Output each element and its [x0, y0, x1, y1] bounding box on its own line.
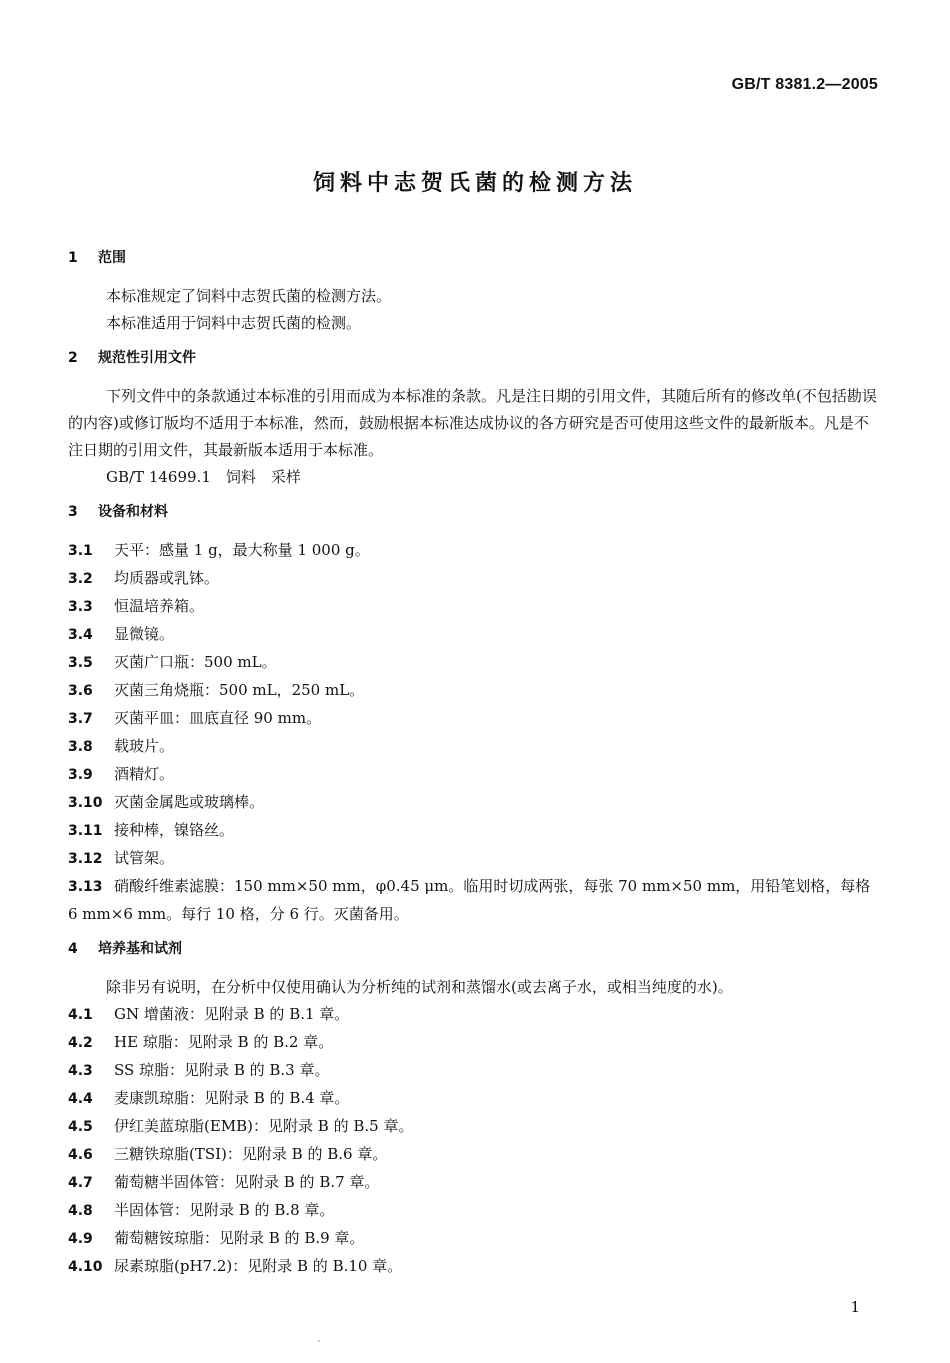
- list-item: [68, 677, 880, 705]
- item-number: 3.6: [68, 683, 93, 699]
- section-heading: [68, 345, 880, 372]
- section-heading: [68, 936, 880, 963]
- item-number: 3.7: [68, 711, 93, 727]
- item-number: 4.10: [68, 1259, 103, 1275]
- item-text: 葡萄糖铵琼脂：见附录 B 的 B.9 章。: [114, 1229, 365, 1247]
- item-number: 3.8: [68, 739, 93, 755]
- item-number: 4.2: [68, 1035, 93, 1051]
- section-heading: [68, 499, 880, 526]
- page-number: 1: [850, 1298, 860, 1316]
- item-number: 4.7: [68, 1175, 93, 1191]
- item-text: HE 琼脂：见附录 B 的 B.2 章。: [114, 1033, 334, 1051]
- list-item: [68, 1085, 880, 1113]
- scan-speck: [318, 1340, 320, 1342]
- section-number: 1: [68, 250, 78, 266]
- list-item: [68, 565, 880, 593]
- section-title: 培养基和试剂: [98, 941, 182, 957]
- item-number: 3.10: [68, 795, 103, 811]
- list-item: [68, 1253, 880, 1281]
- page-title: 饲料中志贺氏菌的检测方法: [312, 171, 637, 196]
- section-number: 2: [68, 350, 78, 366]
- list-item: [68, 705, 880, 733]
- list-item: [68, 621, 880, 649]
- item-text: 灭菌广口瓶：500 mL。: [114, 653, 277, 671]
- list-item: [68, 1057, 880, 1085]
- list-item: [68, 1001, 880, 1029]
- item-text: 恒温培养箱。: [114, 597, 205, 615]
- section-title: 范围: [98, 250, 126, 266]
- item-number: 4.6: [68, 1147, 93, 1163]
- section-title: 规范性引用文件: [98, 350, 196, 366]
- item-text: 硝酸纤维素滤膜：150 mm×50 mm，φ0.45 μm。临用时切成两张，每张 70 mm×50 mm，用铅笔划格，每格 6 mm×6 mm。每行 10 格，分 6 行。灭菌备用。: [68, 877, 871, 923]
- list-item: [68, 1197, 880, 1225]
- item-number: 3.13: [68, 879, 103, 895]
- section-number: 4: [68, 941, 78, 957]
- list-item: [68, 649, 880, 677]
- item-number: 3.11: [68, 823, 103, 839]
- item-text: GN 增菌液：见附录 B 的 B.1 章。: [114, 1005, 350, 1023]
- list-item: [68, 1225, 880, 1253]
- item-number: 4.5: [68, 1119, 93, 1135]
- item-text: 接种棒，镍铬丝。: [114, 821, 235, 839]
- item-text: 半固体管：见附录 B 的 B.8 章。: [114, 1201, 335, 1219]
- list-item: [68, 1141, 880, 1169]
- normative-reference: GB/T 14699.1 饲料 采样: [106, 468, 301, 486]
- item-text: 伊红美蓝琼脂(EMB)：见附录 B 的 B.5 章。: [114, 1117, 414, 1135]
- item-text: 载玻片。: [114, 737, 175, 755]
- list-item: [68, 593, 880, 621]
- list-item: [68, 761, 880, 789]
- item-text: SS 琼脂：见附录 B 的 B.3 章。: [114, 1061, 330, 1079]
- list-item: [68, 1029, 880, 1057]
- list-item: [68, 817, 880, 845]
- item-number: 4.4: [68, 1091, 93, 1107]
- item-number: 3.9: [68, 767, 93, 783]
- list-item: [68, 789, 880, 817]
- section-heading: [68, 245, 880, 272]
- item-text: 葡萄糖半固体管：见附录 B 的 B.7 章。: [114, 1173, 380, 1191]
- item-text: 天平：感量 1 g，最大称量 1 000 g。: [114, 541, 370, 559]
- list-item: [68, 1113, 880, 1141]
- item-number: 3.1: [68, 543, 93, 559]
- list-item: [68, 733, 880, 761]
- item-text: 灭菌金属匙或玻璃棒。: [114, 793, 265, 811]
- section-number: 3: [68, 504, 78, 520]
- list-item: [68, 1169, 880, 1197]
- standard-code: GB/T 8381.2—2005: [731, 76, 878, 93]
- item-number: 3.5: [68, 655, 93, 671]
- item-text: 灭菌平皿：皿底直径 90 mm。: [114, 709, 322, 727]
- paragraph: 除非另有说明，在分析中仅使用确认为分析纯的试剂和蒸馏水(或去离子水，或相当纯度的水)。: [106, 978, 733, 996]
- paragraph: 下列文件中的条款通过本标准的引用而成为本标准的条款。凡是注日期的引用文件，其随后所有的修改单(不包括勘误的内容)或修订版均不适用于本标准，然而，鼓励根据本标准达成协议的各方研究是否可使用这些文件的最新版本。凡是不注日期的引用文件，其最新版本适用于本标准。: [68, 387, 877, 459]
- item-number: 4.3: [68, 1063, 93, 1079]
- list-item: [68, 873, 880, 928]
- item-number: 4.1: [68, 1007, 93, 1023]
- document-body: [68, 245, 880, 1281]
- item-number: 3.2: [68, 571, 93, 587]
- item-number: 3.4: [68, 627, 93, 643]
- list-item: [68, 845, 880, 873]
- item-number: 4.9: [68, 1231, 93, 1247]
- item-text: 三糖铁琼脂(TSI)：见附录 B 的 B.6 章。: [114, 1145, 388, 1163]
- item-text: 尿素琼脂(pH7.2)：见附录 B 的 B.10 章。: [114, 1257, 403, 1275]
- item-text: 试管架。: [114, 849, 175, 867]
- item-text: 麦康凯琼脂：见附录 B 的 B.4 章。: [114, 1089, 350, 1107]
- item-number: 3.3: [68, 599, 93, 615]
- item-text: 均质器或乳钵。: [114, 569, 220, 587]
- item-text: 灭菌三角烧瓶：500 mL，250 mL。: [114, 681, 365, 699]
- list-item: [68, 537, 880, 565]
- paragraph: 本标准适用于饲料中志贺氏菌的检测。: [106, 314, 362, 332]
- item-text: 酒精灯。: [114, 765, 175, 783]
- item-number: 3.12: [68, 851, 103, 867]
- item-number: 4.8: [68, 1203, 93, 1219]
- section-title: 设备和材料: [98, 504, 168, 520]
- paragraph: 本标准规定了饲料中志贺氏菌的检测方法。: [106, 287, 392, 305]
- item-text: 显微镜。: [114, 625, 175, 643]
